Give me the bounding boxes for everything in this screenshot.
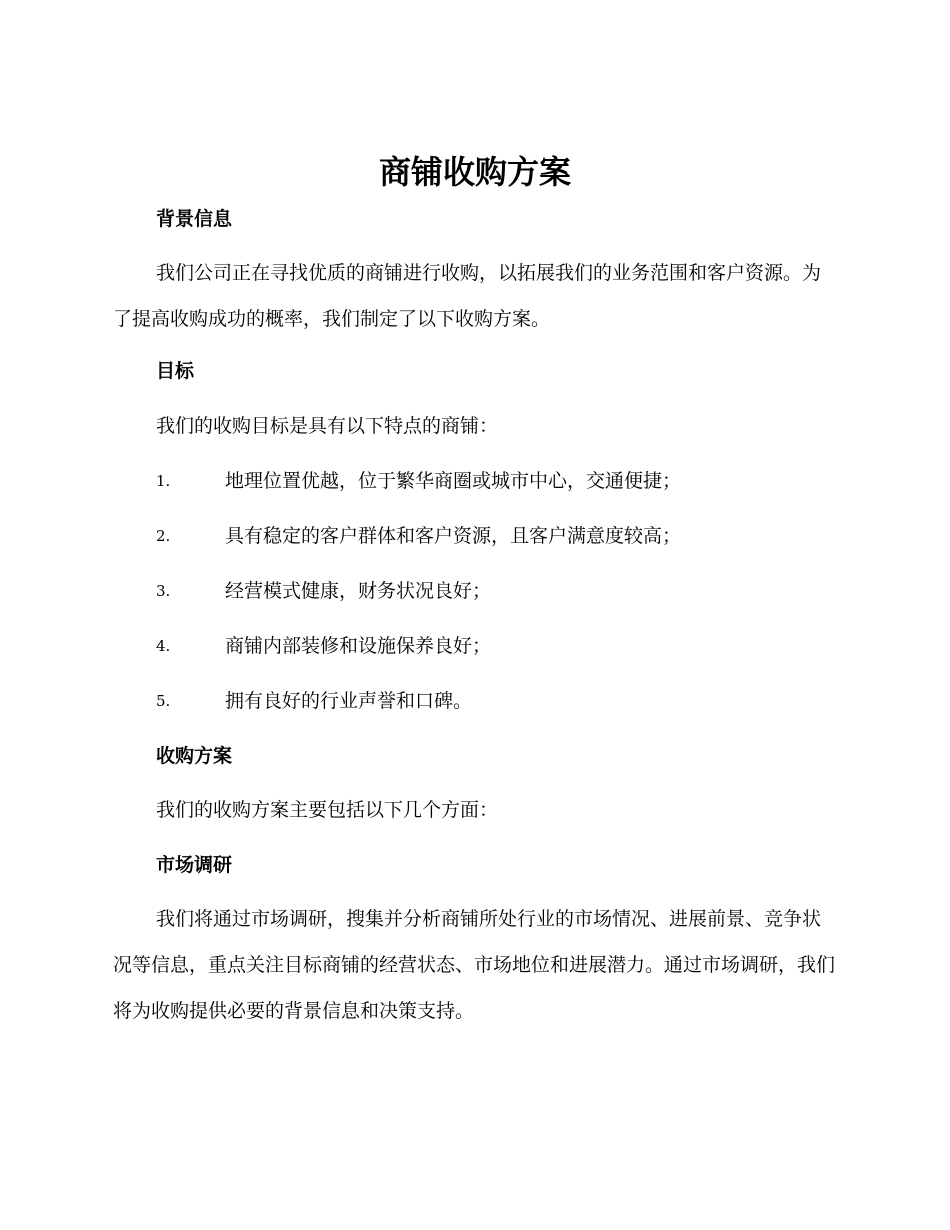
list-item-text: 具有稳定的客户群体和客户资源，且客户满意度较高； [225, 525, 682, 547]
list-item-text: 经营模式健康，财务状况良好； [225, 580, 492, 602]
list-item [156, 466, 816, 496]
list-item-number: 2. [156, 527, 171, 545]
list-item [156, 686, 816, 716]
list-item [156, 576, 816, 606]
list-item-text: 地理位置优越，位于繁华商圈或城市中心，交通便捷； [225, 470, 682, 492]
heading-research: 市场调研 [156, 854, 233, 876]
list-item [156, 631, 816, 661]
heading-goal: 目标 [156, 360, 195, 382]
list-item-text: 拥有良好的行业声誉和口碑。 [225, 690, 473, 712]
list-item-number: 4. [156, 637, 171, 655]
list-item-number: 1. [156, 472, 171, 490]
document-title: 商铺收购方案 [378, 153, 571, 191]
heading-background: 背景信息 [156, 208, 233, 230]
paragraph-plan-intro: 我们的收购方案主要包括以下几个方面： [156, 799, 499, 821]
list-item-number: 3. [156, 582, 171, 600]
heading-plan: 收购方案 [156, 745, 233, 767]
paragraph-goal-intro: 我们的收购目标是具有以下特点的商铺： [156, 415, 499, 437]
list-item-number: 5. [156, 692, 171, 710]
paragraph-research: 我们将通过市场调研，搜集并分析商铺所处行业的市场情况、进展前景、竞争状况等信息，重点关注目标商铺的经营状态、市场地位和进展潜力。通过市场调研，我们将为收购提供必要的背景信息和决策支持。 [113, 908, 836, 1022]
paragraph-background: 我们公司正在寻找优质的商铺进行收购，以拓展我们的业务范围和客户资源。为了提高收购成功的概率，我们制定了以下收购方案。 [113, 262, 822, 330]
list-item-text: 商铺内部装修和设施保养良好； [225, 635, 492, 657]
list-item [156, 521, 816, 551]
